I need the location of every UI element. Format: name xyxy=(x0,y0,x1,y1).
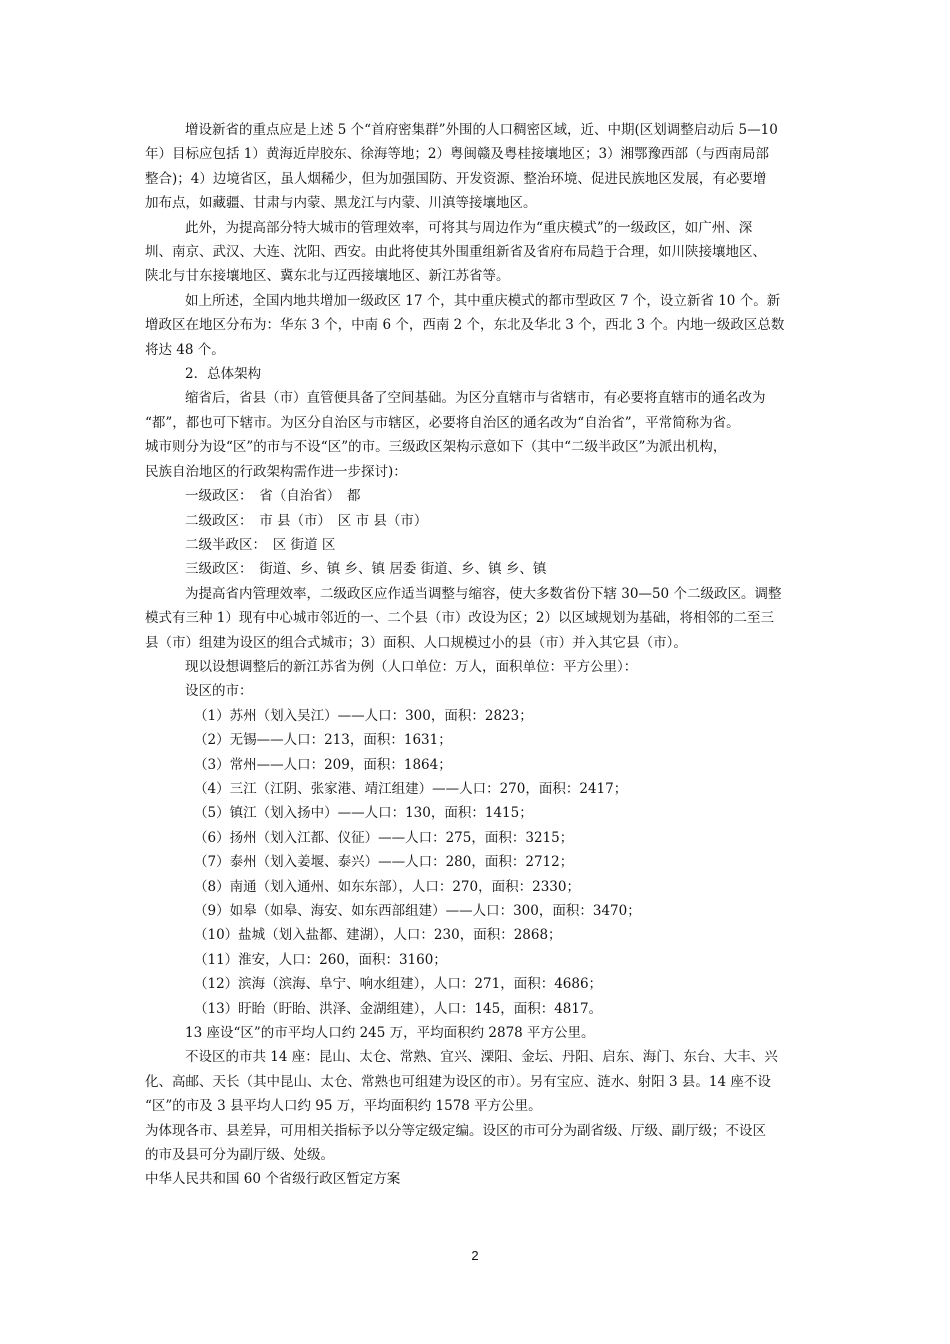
text-line: 如上所述，全国内地共增加一级政区 17 个，其中重庆模式的都市型政区 7 个，设立新省 10 个。新 xyxy=(185,292,781,309)
text-line: 缩省后，省县（市）直管便具备了空间基础。为区分直辖市与省辖市，有必要将直辖市的通名改为 xyxy=(185,390,766,407)
text-line: 城市则分为设“区”的市与不设“区”的市。三级政区架构示意如下（其中“二级半政区”为派出机构， xyxy=(145,439,727,456)
text-line: （13）盱眙（盱眙、洪泽、金湖组建），人口：145，面积：4817。 xyxy=(194,1000,603,1017)
text-line: “都”，都也可下辖市。为区分自治区与市辖区，必要将自治区的通名改为“自治省”，平常简称为省。 xyxy=(145,414,740,431)
text-line: 为体现各市、县差异，可用相关指标予以分等定级定编。设区的市可分为副省级、厅级、副厅级；不设区 xyxy=(145,1122,766,1139)
text-line: 加布点，如藏疆、甘肃与内蒙、黑龙江与内蒙、川滇等接壤地区。 xyxy=(145,195,537,212)
text-line: 二级政区： 市 县（市） 区 市 县（市） xyxy=(185,512,428,529)
text-line: 为提高省内管理效率，二级政区应作适当调整与缩容，使大多数省份下辖 30—50 个二级政区。调整 xyxy=(185,585,782,602)
text-line: 圳、南京、武汉、大连、沈阳、西安。由此将使其外围重组新省及省府布局趋于合理，如川陕接壤地区、 xyxy=(145,244,766,261)
text-line: 整合)；4）边境省区，虽人烟稀少，但为加强国防、开发资源、整治环境、促进民族地区发展，有必要增 xyxy=(145,170,767,187)
text-line: （4）三江（江阴、张家港、靖江组建）——人口：270，面积：2417； xyxy=(194,780,628,797)
text-line: 不设区的市共 14 座：昆山、太仓、常熟、宜兴、溧阳、金坛、丹阳、启东、海门、东台、大丰、兴 xyxy=(185,1049,778,1066)
text-line: 县（市）组建为设区的组合式城市；3）面积、人口规模过小的县（市）并入其它县（市）。 xyxy=(145,634,687,651)
text-line: 将达 48 个。 xyxy=(145,341,225,358)
text-line: 2．总体架构 xyxy=(185,366,262,383)
text-line: 增政区在地区分布为：华东 3 个，中南 6 个，西南 2 个，东北及华北 3 个，西北 3 个。内地一级政区总数 xyxy=(145,317,785,334)
text-line: （7）泰州（划入姜堰、泰兴）——人口：280，面积：2712； xyxy=(194,854,574,871)
text-line: “区”的市及 3 县平均人口约 95 万，平均面积约 1578 平方公里。 xyxy=(145,1098,542,1115)
page-number: 2 xyxy=(471,1248,479,1263)
text-line: 设区的市： xyxy=(185,683,253,700)
text-line: （6）扬州（划入江都、仪征）——人口：275，面积：3215； xyxy=(194,829,574,846)
text-line: 现以设想调整后的新江苏省为例（人口单位：万人，面积单位：平方公里）： xyxy=(185,658,638,675)
text-line: （9）如皋（如皋、海安、如东西部组建）——人口：300，面积：3470； xyxy=(194,903,641,919)
text-line: 年）目标应包括 1）黄海近岸胶东、徐海等地；2）粤闽赣及粤桂接壤地区；3）湘鄂豫西部（与西南局部 xyxy=(145,146,770,163)
text-line: 的市及县可分为副厅级、处级。 xyxy=(145,1147,334,1164)
text-line: 中华人民共和国 60 个省级行政区暂定方案 xyxy=(145,1171,401,1188)
text-line: 民族自治地区的行政架构需作进一步探讨)： xyxy=(145,463,407,480)
text-line: （10）盐城（划入盐都、建湖），人口：230，面积：2868； xyxy=(194,927,562,944)
text-line: 三级政区： 街道、乡、镇 乡、镇 居委 街道、乡、镇 乡、镇 xyxy=(185,561,547,578)
text-line: （3）常州——人口：209，面积：1864； xyxy=(194,756,452,773)
text-line: （8）南通（划入通州、如东东部），人口：270，面积：2330； xyxy=(194,878,580,895)
text-line: （5）镇江（划入扬中）——人口：130，面积：1415； xyxy=(194,805,533,822)
text-line: （2）无锡——人口：213，面积：1631； xyxy=(194,732,452,749)
text-line: 模式有三种 1）现有中心城市邻近的一、二个县（市）改设为区；2）以区域规划为基础，将相邻的二至三 xyxy=(145,610,774,627)
document-body xyxy=(145,118,810,1192)
text-line: （12）滨海（滨海、阜宁、响水组建），人口：271，面积：4686； xyxy=(194,976,603,993)
text-line: 此外，为提高部分特大城市的管理效率，可将其与周边作为“重庆模式”的一级政区，如广州、深 xyxy=(185,219,753,236)
text-line: 13 座设“区”的市平均人口约 245 万，平均面积约 2878 平方公里。 xyxy=(185,1025,595,1042)
text-line: 二级半政区： 区 街道 区 xyxy=(185,536,336,553)
text-line: 陕北与甘东接壤地区、冀东北与辽西接壤地区、新江苏省等。 xyxy=(145,268,510,285)
text-line: （11）淮安，人口：260，面积：3160； xyxy=(194,951,447,968)
text-line: （1）苏州（划入吴江）——人口：300，面积：2823； xyxy=(194,707,533,724)
text-line: 一级政区： 省（自治省） 都 xyxy=(185,488,361,505)
text-line: 化、高邮、天长（其中昆山、太仓、常熟也可组建为设区的市）。另有宝应、涟水、射阳 3 县。14 座不设 xyxy=(145,1073,771,1090)
text-line: 增设新省的重点应是上述 5 个“首府密集群”外围的人口稠密区域，近、中期(区划调整启动后 5—10 xyxy=(185,122,778,138)
